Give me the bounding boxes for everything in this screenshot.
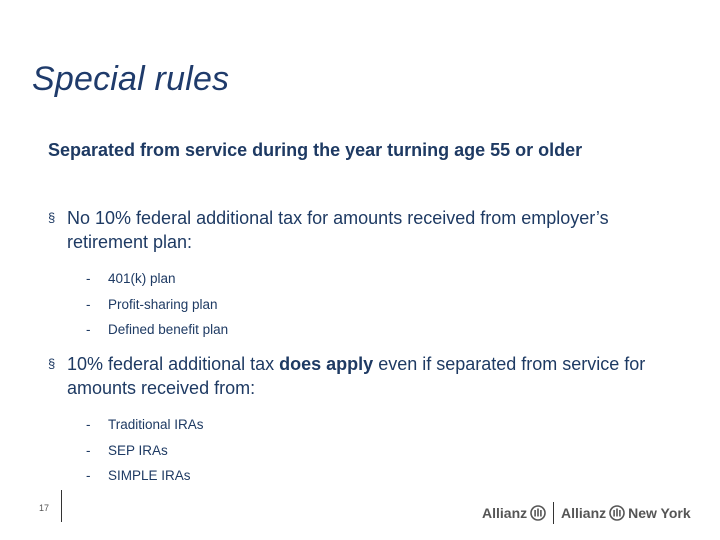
list-item [86, 463, 204, 489]
list-item-text: Defined benefit plan [108, 322, 229, 337]
dash-marker: - [86, 468, 91, 483]
list-item-text: SEP IRAs [108, 442, 168, 458]
bullet-1-text: No 10% federal additional tax for amounts received from employer’s retirement plan: [67, 208, 609, 252]
page-number: 17 [39, 503, 50, 513]
bullet-2-text-before: 10% federal additional tax [67, 354, 280, 374]
dash-marker: - [86, 417, 91, 432]
allianz-ny-logo-text: Allianz [561, 505, 607, 521]
allianz-new-york-logo [561, 503, 691, 523]
list-item-text: Profit-sharing plan [108, 296, 218, 312]
list-item [86, 292, 228, 318]
allianz-eagle-icon [530, 505, 546, 521]
bullet-1 [48, 206, 648, 254]
footer-divider [61, 490, 62, 522]
bullet-2-text [67, 352, 648, 400]
slide-title: Special rules [32, 60, 230, 98]
list-item [86, 438, 204, 464]
list-item-text: SIMPLE IRAs [108, 468, 191, 483]
dash-marker: - [86, 296, 91, 312]
bullet-marker: § [48, 356, 56, 371]
bullet-2-text-bold: does apply [279, 354, 374, 374]
logo-divider [553, 502, 554, 524]
allianz-ny-suffix: New York [628, 505, 691, 521]
list-item [86, 266, 228, 292]
allianz-eagle-icon [609, 505, 625, 521]
bullet-2 [48, 352, 648, 400]
list-item-text: 401(k) plan [108, 271, 176, 286]
list-item-text: Traditional IRAs [108, 417, 204, 432]
dash-marker: - [86, 442, 91, 458]
allianz-logo [482, 503, 546, 523]
slide-subtitle: Separated from service during the year turning age 55 or older [48, 140, 583, 160]
list-item [86, 412, 204, 438]
list-item [86, 317, 228, 343]
bullet-2-text-after: even if separated from service for amounts received from: [67, 354, 646, 398]
sublist-2 [86, 412, 204, 489]
bullet-marker: § [48, 210, 56, 225]
dash-marker: - [86, 271, 91, 286]
dash-marker: - [86, 322, 91, 337]
sublist-1 [86, 266, 228, 343]
allianz-logo-text: Allianz [482, 505, 528, 521]
